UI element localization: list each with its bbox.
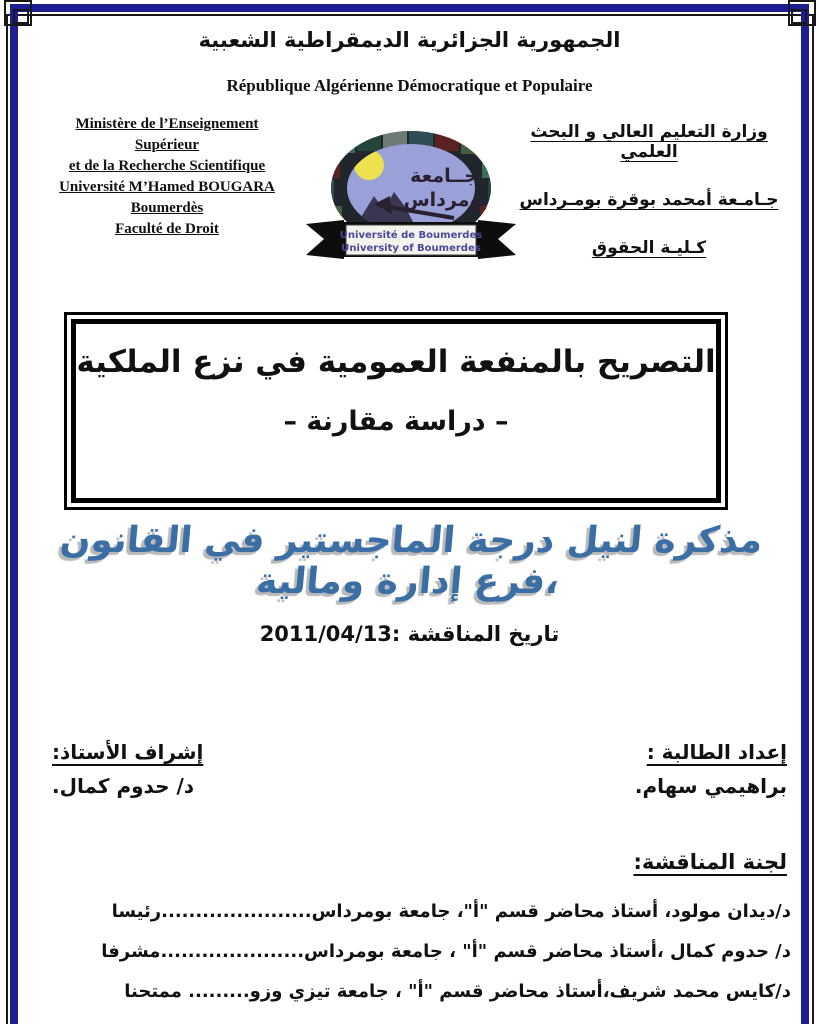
logo-arabic-name-top: جــامعة <box>410 165 478 187</box>
supervisor-label: إشراف الأستاذ: <box>52 740 204 764</box>
republic-title-arabic: الجمهورية الجزائرية الديمقراطية الشعبية <box>198 28 621 52</box>
ministry-block-arabic <box>499 122 799 258</box>
university-logo <box>302 124 520 272</box>
logo-ribbon-banner <box>306 220 516 259</box>
ministry-fr-line: Université M’Hamed BOUGARA <box>59 179 275 195</box>
thesis-title: التصريح بالمنفعة العمومية في نزع الملكية <box>76 344 716 380</box>
logo-banner-text-en: University of Boumerdes <box>341 243 481 254</box>
border-corner-ornament <box>4 0 32 26</box>
logo-banner-text-fr: Université de Boumerdes <box>339 230 483 241</box>
committee-member: د/ديدان مولود، أستاذ محاضر قسم "أ"، جامعة بومرداس......................رئيسا <box>111 901 791 922</box>
thesis-subtitle: – دراسة مقارنة – <box>283 406 509 437</box>
ministry-block-french <box>28 114 306 240</box>
prepared-by-block <box>517 735 787 803</box>
supervisor-name: د/ حدوم كمال. <box>52 774 195 798</box>
ministry-fr-line: Boumerdès <box>130 200 204 216</box>
thesis-title-box <box>64 312 728 510</box>
supervisor-block <box>52 735 292 803</box>
border-corner-ornament <box>13 9 29 24</box>
ministry-fr-line: Faculté de Droit <box>115 221 219 237</box>
committee-member: د/ حدوم كمال ،أستاذ محاضر قسم "أ" ، جامعة بومرداس.....................مشرفا <box>101 941 791 962</box>
border-corner-ornament <box>788 0 816 26</box>
ministry-ar-line: جـامـعة أمحمد بوقرة بومـرداس <box>519 190 779 210</box>
thesis-title-box-inner <box>71 319 721 503</box>
ministry-fr-line: Supérieur <box>134 137 200 153</box>
logo-arabic-name-bottom: بومرداس <box>403 189 489 211</box>
ministry-ar-line: وزارة التعليم العالي و البحث العلمي <box>530 122 768 162</box>
defense-date: تاريخ المناقشة :2011/04/13 <box>259 622 560 646</box>
committee-label: لجنة المناقشة: <box>633 850 787 874</box>
ministry-fr-line: Ministère de l’Enseignement <box>75 116 259 132</box>
ministry-ar-line: كـليـة الحقوق <box>591 238 707 258</box>
committee-list <box>26 892 791 1012</box>
committee-member: د/كايس محمد شريف،أستاذ محاضر قسم "أ" ، جامعة تيزي وزو......... ممتحنا <box>124 981 791 1002</box>
ministry-fr-line: et de la Recherche Scientifique <box>68 158 266 174</box>
student-name: براهيمي سهام. <box>634 774 787 798</box>
degree-wordart-line: مذكرة لنيل درجة الماجستير في القانون ،فرع إدارة ومالية <box>58 520 765 602</box>
prepared-by-label: إعداد الطالبة : <box>646 740 787 764</box>
republic-title-french: République Algérienne Démocratique et Populaire <box>226 76 593 95</box>
border-corner-ornament <box>791 9 807 24</box>
